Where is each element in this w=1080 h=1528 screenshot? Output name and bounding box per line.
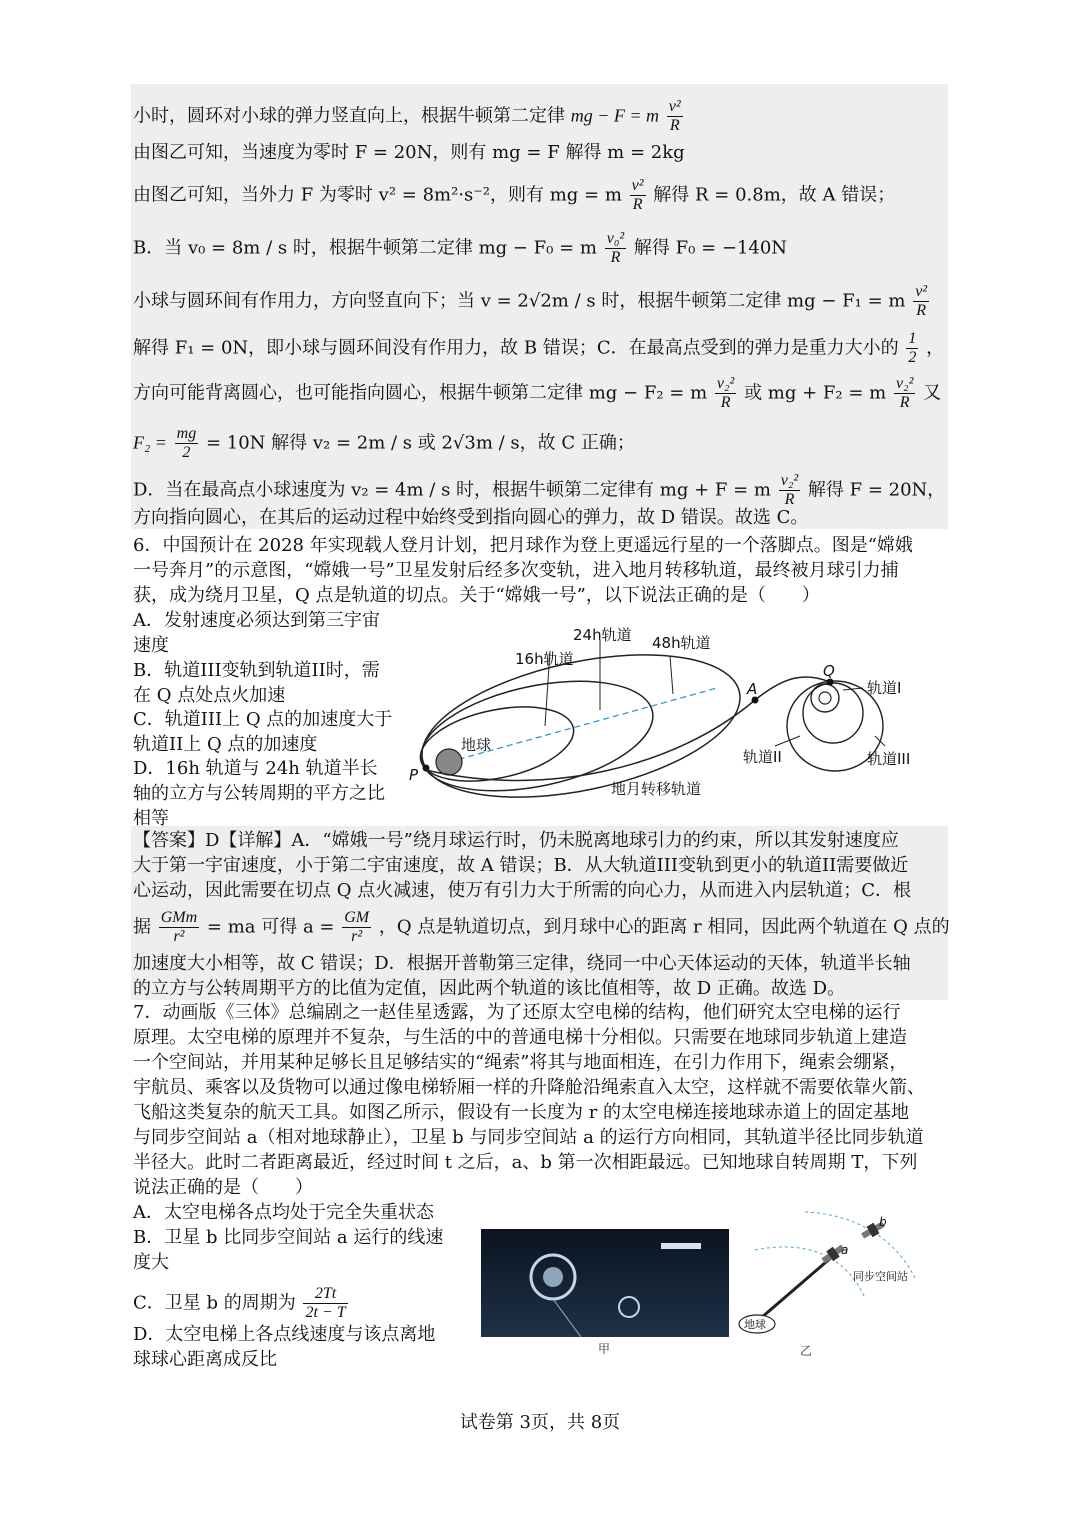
label-a: a: [841, 1243, 849, 1257]
label-transfer: 地月转移轨道: [611, 780, 702, 798]
q7-option-c[interactable]: C．卫星 b 的周期为 $\frac{2Tt}{2t - T}$: [133, 1285, 346, 1321]
fraction: $\frac{\text{v²}}{R}$: [668, 98, 681, 134]
space-elevator-diagram: [735, 1208, 935, 1358]
caption-jia: 甲: [598, 1342, 611, 1356]
q6-stem-1: 6．中国预计在 2028 年实现载人登月计划，把月球作为登上更遥远行星的一个落脚点。图是“嫦娥: [133, 535, 913, 556]
q6-option-c[interactable]: C．轨道III上 Q 点的加速度大于轨道II上 Q 点的加速度: [133, 709, 393, 755]
q6-answer-2: 大于第一宇宙速度，小于第二宇宙速度，故 A 错误；B．从大轨道III变轨到更小的轨道II需要做近: [133, 855, 909, 876]
solution-line-1: 小时，圆环对小球的弹力竖直向上，根据牛顿第二定律 mg − F = m $\frac{\text{v²}}{R}$: [133, 98, 681, 134]
solution-line-5: 小球与圆环间有作用力，方向竖直向下；当 v = 2√2m / s 时，根据牛顿第二定律 mg − F₁ = m $\frac{\text{v²}}{R}$: [133, 283, 928, 319]
q7-stem-4: 宇航员、乘客以及货物可以通过像电梯轿厢一样的升降舱沿绳索直入太空，这样就不需要依靠火箭、: [133, 1077, 925, 1098]
q6-answer-6: 的立方与公转周期平方的比值为定值，因此两个轨道的该比值相等，故 D 正确。故选 D。: [133, 978, 846, 999]
label-orbit-1: 轨道I: [867, 679, 902, 697]
q7-option-b[interactable]: B．卫星 b 比同步空间站 a 运行的线速: [133, 1227, 444, 1248]
solution-line-9: D．当在最高点小球速度为 v₂ = 4m / s 时，根据牛顿第二定律有 mg + F = m $\frac{\text{v₂²}}{R}$ 解得 F = 20N，: [133, 472, 946, 508]
solution-line-7: 方向可能背离圆心，也可能指向圆心，根据牛顿第二定律 mg − F₂ = m $\frac{\text{v₂²}}{R}$ 或 mg + F₂ = m $\frac{\text{v₂²}}{R}$ 又: [133, 375, 942, 411]
fraction: $\frac{\text{v²}}{R}$: [631, 177, 644, 213]
q7-stem-6: 与同步空间站 a（相对地球静止），卫星 b 与同步空间站 a 的运行方向相同，其轨道半径比同步轨道: [133, 1127, 924, 1148]
fraction: $\frac{\text{v₂²}}{R}$: [780, 472, 799, 508]
q6-option-d[interactable]: D．16h 轨道与 24h 轨道半长轴的立方与公转周期的平方之比相等: [133, 758, 385, 829]
q7-option-b-cont: 度大: [133, 1252, 169, 1273]
q7-stem-3: 一个空间站，并用某种足够长且足够结实的“绳索”将其与地面相连，在引力作用下，绳索会绷紧，: [133, 1052, 908, 1073]
fraction: $\frac{mg}{2}$: [176, 425, 197, 461]
fraction: $\frac{2Tt}{2t - T}$: [305, 1285, 346, 1321]
fraction: $\frac{\text{v₀²}}{R}$: [606, 230, 625, 266]
q6-answer-5: 加速度大小相等，故 C 错误；D．根据开普勒第三定律，绕同一中心天体运动的天体，轨道半长轴: [133, 953, 911, 974]
space-elevator-photo: [481, 1229, 729, 1337]
label-orbit-2: 轨道II: [743, 748, 782, 766]
fraction: $\frac{\text{GMm}}{\text{r²}}$: [160, 909, 198, 945]
fraction: $\frac{1}{2}$: [908, 330, 917, 366]
solution-line-10: 方向指向圆心，在其后的运动过程中始终受到指向圆心的弹力，故 D 错误。故选 C。: [133, 507, 809, 528]
q6-answer-3: 心运动，因此需要在切点 Q 点火减速，使万有引力大于所需的向心力，从而进入内层轨道；C．根: [133, 880, 911, 901]
earth-icon: [436, 749, 462, 775]
q7-option-a[interactable]: A．太空电梯各点均处于完全失重状态: [133, 1202, 434, 1223]
orbit-i: [811, 684, 839, 712]
solution-line-6: 解得 F₁ = 0N，即小球与圆环间没有作用力，故 B 错误；C．在最高点受到的弹力是重力大小的 $\frac{1}{2}$ ，: [133, 330, 945, 366]
label-24h: 24h轨道: [573, 626, 632, 644]
solution-line-8: F₂ = $\frac{mg}{2}$ = 10N 解得 v₂ = 2m / s 或 2√3m / s，故 C 正确；: [133, 425, 635, 461]
fraction: $\frac{\text{v²}}{R}$: [915, 283, 928, 319]
q6-answer-4: 据 $\frac{\text{GMm}}{\text{r²}}$ = ma 可得 a = $\frac{GM}{\text{r²}}$ ，Q 点是轨道切点，到月球中心的距离 r 相同，因此两个轨道在 Q 点的: [133, 909, 950, 945]
label-orbit-3: 轨道III: [867, 750, 911, 768]
solution-line-2: 由图乙可知，当速度为零时 F = 20N，则有 mg = F 解得 m = 2kg: [133, 142, 685, 163]
q7-option-d[interactable]: D．太空电梯上各点线速度与该点离地: [133, 1324, 436, 1345]
q6-orbit-diagram: [405, 618, 945, 808]
label-p: P: [409, 766, 419, 784]
label-a: A: [747, 680, 758, 698]
label-48h: 48h轨道: [652, 634, 711, 652]
q6-answer-1: 【答案】D【详解】A．“嫦娥一号”绕月球运行时，仍未脱离地球引力的约束，所以其发射速度应: [133, 830, 899, 851]
q7-stem-8: 说法正确的是（ ）: [133, 1177, 313, 1198]
solution-line-4: B．当 v₀ = 8m / s 时，根据牛顿第二定律 mg − F₀ = m $\frac{\text{v₀²}}{R}$ 解得 F₀ = −140N: [133, 230, 788, 266]
fraction: $\frac{GM}{\text{r²}}$: [344, 909, 370, 945]
caption-yi: 乙: [800, 1344, 813, 1358]
fraction: $\frac{\text{v₂²}}{R}$: [716, 375, 735, 411]
label-station: 同步空间站: [853, 1270, 908, 1283]
page-footer: 试卷第 3页，共 8页: [459, 1412, 621, 1433]
q7-stem-1: 7．动画版《三体》总编剧之一赵佳星透露，为了还原太空电梯的结构，他们研究太空电梯的运行: [133, 1002, 901, 1023]
q6-option-b[interactable]: B．轨道III变轨到轨道II时，需在 Q 点处点火加速: [133, 660, 380, 706]
label-16h: 16h轨道: [515, 650, 574, 668]
fraction: $\frac{\text{v₂²}}{R}$: [895, 375, 914, 411]
q7-stem-2: 原理。太空电梯的原理并不复杂，与生活的中的普通电梯十分相似。只需要在地球同步轨道上建造: [133, 1027, 907, 1048]
q6-stem-2: 一号奔月”的示意图，“嫦娥一号”卫星发射后经多次变轨，进入地月转移轨道，最终被月球引力捕: [133, 560, 899, 581]
q6-option-a[interactable]: A．发射速度必须达到第三宇宙速度: [133, 610, 380, 656]
label-b: b: [879, 1215, 887, 1229]
label-q: Q: [823, 662, 835, 680]
q6-stem-3: 获，成为绕月卫星，Q 点是轨道的切点。关于“嫦娥一号”，以下说法正确的是（ ）: [133, 585, 820, 606]
moon-icon: [819, 692, 831, 704]
label-earth: 地球: [461, 736, 492, 754]
label-earth-b: 地球: [744, 1318, 766, 1331]
q7-option-d-cont: 球球心距离成反比: [133, 1349, 277, 1370]
q7-stem-5: 飞船这类复杂的航天工具。如图乙所示，假设有一长度为 r 的太空电梯连接地球赤道上的固定基地: [133, 1102, 910, 1123]
solution-line-3: 由图乙可知，当外力 F 为零时 v² = 8m²·s⁻²，则有 mg = m $\frac{\text{v²}}{R}$ 解得 R = 0.8m，故 A 错误；: [133, 177, 896, 213]
q7-stem-7: 半径大。此时二者距离最近，经过时间 t 之后，a、b 第一次相距最远。已知地球自转周期 T，下列: [133, 1152, 918, 1173]
